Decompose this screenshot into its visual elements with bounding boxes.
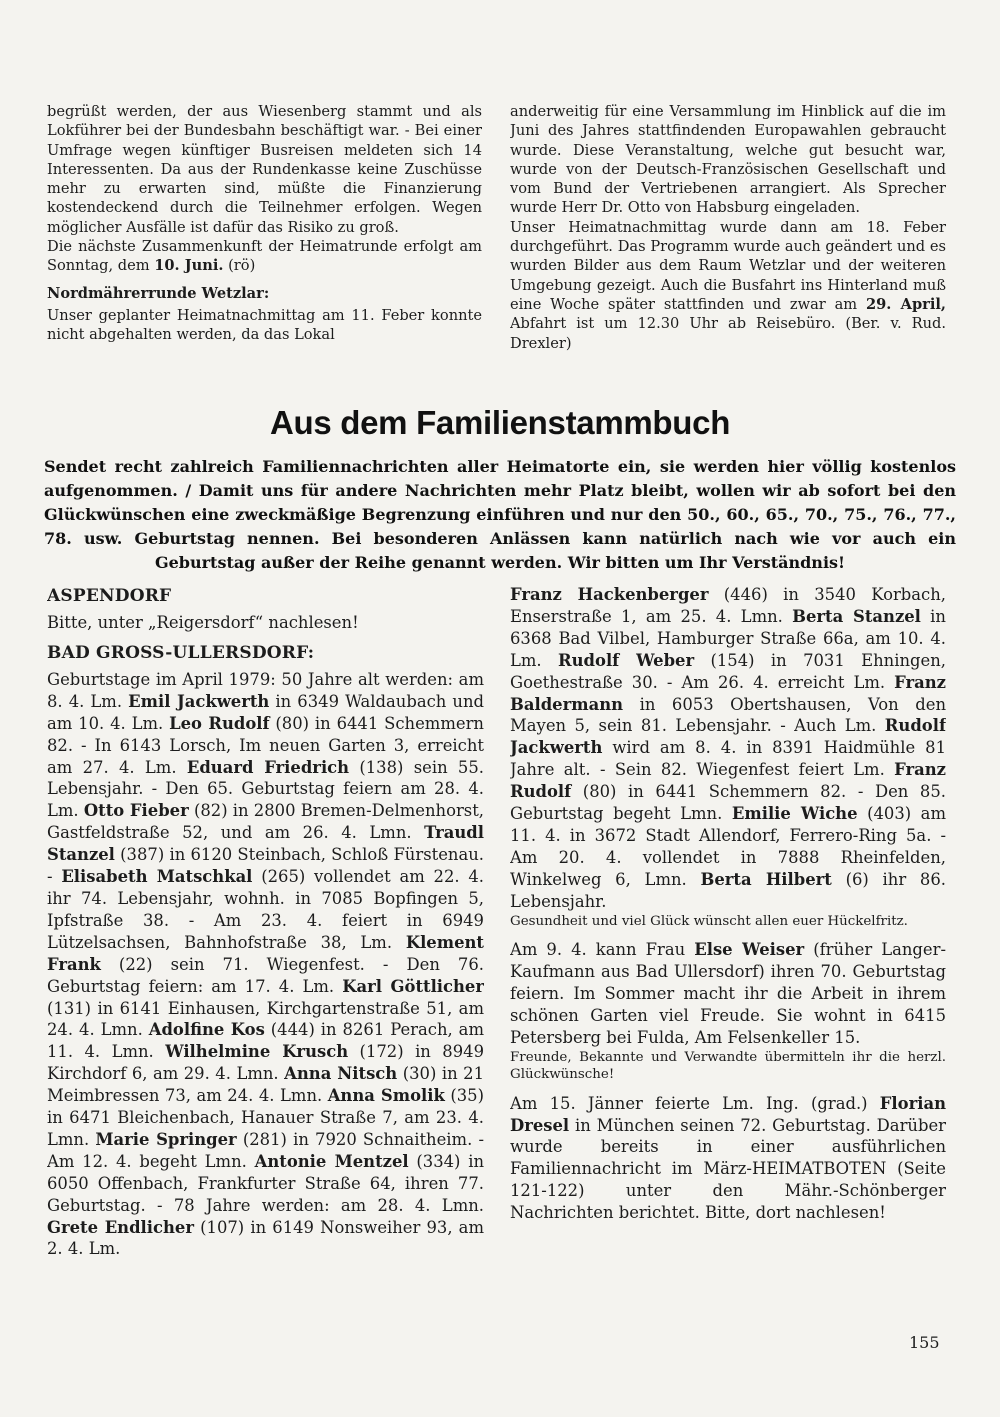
top-left-column	[47, 102, 482, 364]
lower-left-column	[47, 586, 484, 1286]
aspendorf-text: Bitte, unter „Reigersdorf“ nachlesen!	[47, 613, 359, 632]
wetzlar-paragraph: Unser geplanter Heimatnachmittag am 11. Feber konnte nicht abgehalten werden, da das Lokal	[47, 306, 482, 343]
continued-birthdays: Franz Hackenberger (446) in 3540 Korbach, Enserstraße 1, am 25. 4. Lmn. Berta Stanzel in 6368 Bad Vilbel, Hamburger Straße 66a, am 10. 4. Lm. Rudolf Weber (154) in 7031 Ehningen, Goethestraße 30. - Am 26. 4. erreicht Lm. Franz Baldermann in 6053 Obertshausen, Von den Mayen 5, sein 81. Lebensjahr. - Auch Lm. Rudolf Jackwerth wird am 8. 4. in 8391 Haidmühle 81 Jahre alt. - Sein 82. Wiegenfest feiert Lm. Franz Rudolf (80) in 6441 Schemmern 82. - Den 85. Geburtstag begeht Lmn. Emilie Wiche (403) am 11. 4. in 3672 Stadt Allendorf, Ferrero-Ring 5a. - Am 20. 4. vollendet in 7888 Rheinfelden, Winkelweg 6, Lmn. Berta Hilbert (6) ihr 86. Lebensjahr.	[510, 585, 946, 911]
else-weiser-paragraph: Am 9. 4. kann Frau Else Weiser (früher Langer-Kaufmann aus Bad Ullersdorf) ihren 70. Geburtstag feiern. Im Sommer macht ihr die Arbeit in ihrem schönen Garten viel Freude. Sie wohnt in 6415 Petersberg bei Fulda, Am Felsenkeller 15.	[510, 940, 946, 1047]
top-left-paragraph: begrüßt werden, der aus Wiesenberg stammt und als Lokführer bei der Bundesbahn beschäftigt war. - Bei einer Umfrage wegen künftiger Busreisen meldeten sich 14 Interessenten. Da aus der Rundenkasse keine Zuschüsse mehr zu erwarten sind, müßte die Finanzierung kostendeckend durch die Teilnehmer erfolgen. Wegen möglicher Ausfälle ist dafür das Risiko zu groß.	[47, 103, 482, 236]
greeting-hueckelfritz: Gesundheit und viel Glück wünscht allen euer Hückelfritz.	[510, 913, 908, 929]
florian-dresel-paragraph: Am 15. Jänner feierte Lm. Ing. (grad.) Florian Dresel in München seinen 72. Geburtstag. Darüber wurde bereits in einer ausführlichen Familiennachricht im März-HEIMATBOTEN (Seite 121-122) unter den Mähr.-Schönberger Nachrichten berichtet. Bitte, dort nachlesen!	[510, 1093, 946, 1223]
heading-bad-gross-ullersdorf: BAD GROSS-ULLERSDORF:	[47, 642, 315, 663]
heimatnachmittag-paragraph: Unser Heimatnachmittag wurde dann am 18. Feber durchgeführt. Das Programm wurde auch geändert und es wurden Bilder aus dem Raum Wetzlar und der weiteren Umgebung gezeigt. Auch die Busfahrt ins Hinterland muß eine Woche später stattfinden und zwar am 29. April, Abfahrt ist um 12.30 Uhr ab Reisebüro. (Ber. v. Rud. Drexler)	[510, 218, 946, 352]
europawahl-paragraph: anderweitig für eine Versammlung im Hinblick auf die im Juni des Jahres stattfindenden Europawahlen gebraucht wurde. Diese Veranstaltung, welche gut besucht war, wurde von der Deutsch-Französischen Gesellschaft und vom Bund der Vertriebenen arrangiert. Als Sprecher wurde Herr Dr. Otto von Habsburg eingeladen.	[510, 103, 946, 217]
intro-notice: Sendet recht zahlreich Familiennachrichten aller Heimatorte ein, sie werden hier völlig kostenlos aufgenommen. / Damit uns für andere Nachrichten mehr Platz bleibt, wollen wir ab sofort bei den Glückwünschen eine zweckmäßige Begrenzung einführen und nur den 50., 60., 65., 70., 75., 76., 77., 78. usw. Geburtstag nennen. Bei besonderen Anlässen kann natürlich nach wie vor auch ein Geburtstag außer der Reihe genannt werden. Wir bitten um Ihr Verständnis!	[44, 457, 956, 572]
heading-aspendorf: ASPENDORF	[47, 586, 172, 606]
greeting-friends: Freunde, Bekannte und Verwandte übermitteln ihr die herzl. Glückwünsche!	[510, 1049, 946, 1083]
top-right-column	[510, 102, 946, 364]
lower-right-column	[510, 584, 946, 1294]
section-title: Aus dem Familienstammbuch	[269, 404, 731, 441]
section-heading-wetzlar: Nordmährerrunde Wetzlar:	[47, 284, 270, 302]
page-number: 155	[909, 1333, 940, 1352]
next-meeting-paragraph: Die nächste Zusammenkunft der Heimatrunde erfolgt am Sonntag, dem 10. Juni. (rö)	[47, 238, 482, 275]
ullersdorf-birthdays: Geburtstage im April 1979: 50 Jahre alt werden: am 8. 4. Lm. Emil Jackwerth in 6349 Waldaubach und am 10. 4. Lm. Leo Rudolf (80) in 6441 Schemmern 82. - In 6143 Lorsch, Im neuen Garten 3, erreicht am 27. 4. Lm. Eduard Friedrich (138) sein 55. Lebensjahr. - Den 65. Geburtstag feiern am 28. 4. Lm. Otto Fieber (82) in 2800 Bremen-Delmenhorst, Gastfeldstraße 52, und am 26. 4. Lmn. Traudl Stanzel (387) in 6120 Steinbach, Schloß Fürstenau. - Elisabeth Matschkal (265) vollendet am 22. 4. ihr 74. Lebensjahr, wohnh. in 7085 Bopfingen 5, Ipfstraße 38. - Am 23. 4. feiert in 6949 Lützelsachsen, Bahnhofstraße 38, Lm. Klement Frank (22) sein 71. Wiegenfest. - Den 76. Geburtstag feiern: am 17. 4. Lm. Karl Göttlicher (131) in 6141 Einhausen, Kirchgartenstraße 51, am 24. 4. Lmn. Adolfine Kos (444) in 8261 Perach, am 11. 4. Lmn. Wilhelmine Krusch (172) in 8949 Kirchdorf 6, am 29. 4. Lmn. Anna Nitsch (30) in 21 Meimbressen 73, am 24. 4. Lmn. Anna Smolik (35) in 6471 Bleichenbach, Hanauer Straße 7, am 23. 4. Lmn. Marie Springer (281) in 7920 Schnaitheim. - Am 12. 4. begeht Lmn. Antonie Mentzel (334) in 6050 Offenbach, Frankfurter Straße 64, ihren 77. Geburtstag. - 78 Jahre werden: am 28. 4. Lmn. Grete Endlicher (107) in 6149 Nonsweiher 93, am 2. 4. Lm.	[47, 669, 484, 1259]
